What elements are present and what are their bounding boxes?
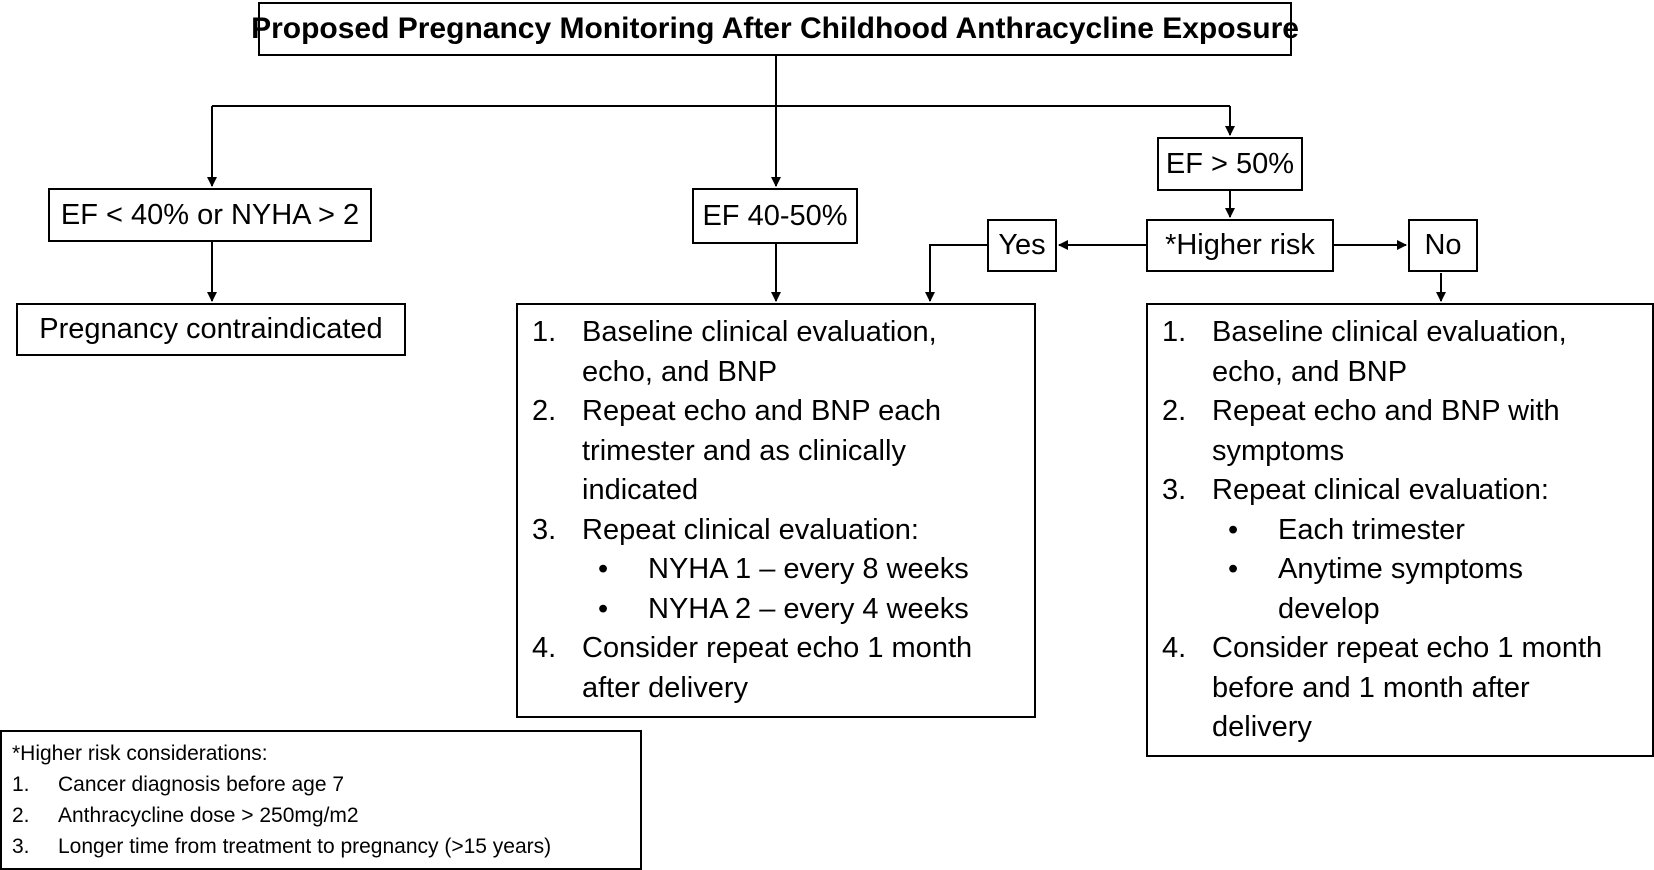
high-ef-node: EF > 50% <box>1157 137 1303 191</box>
arrow-yes-to-mid-plan <box>930 245 987 301</box>
bullet-icon: • <box>598 592 609 625</box>
sub-list-item: • NYHA 2 – every 4 weeks <box>532 590 1022 630</box>
bullet-icon: • <box>1228 513 1239 546</box>
list-item: 1. Baseline clinical evaluation, echo, and BNP <box>532 316 937 388</box>
sub-list-item: • NYHA 1 – every 8 weeks <box>532 550 1022 590</box>
sub-list-item: • Anytime symptoms develop <box>1162 550 1640 629</box>
diagram-title: Proposed Pregnancy Monitoring After Childhood Anthracycline Exposure <box>258 2 1292 56</box>
higher-risk-node: *Higher risk <box>1146 219 1334 272</box>
list-item: 4. Consider repeat echo 1 month before and 1 month after delivery <box>1162 632 1603 743</box>
legend-item: 3. Longer time from treatment to pregnancy (>15 years) <box>12 835 552 858</box>
high-ef-monitoring-plan <box>1146 303 1654 757</box>
no-node: No <box>1408 219 1478 272</box>
list-item: 2. Repeat echo and BNP each trimester and as clinically indicated <box>532 395 942 506</box>
legend-item: 2. Anthracycline dose > 250mg/m2 <box>12 804 359 827</box>
sub-list-item: • Each trimester <box>1162 511 1640 551</box>
higher-risk-legend <box>0 730 642 870</box>
bullet-icon: • <box>1228 553 1239 585</box>
list-item: 3. Repeat clinical evaluation: <box>532 513 919 546</box>
low-ef-node: EF < 40% or NYHA > 2 <box>48 188 372 242</box>
legend-heading: *Higher risk considerations: <box>12 742 268 765</box>
mid-ef-monitoring-plan <box>516 303 1036 718</box>
bullet-icon: • <box>598 553 609 585</box>
mid-ef-node: EF 40-50% <box>692 188 858 244</box>
contraindicated-node: Pregnancy contraindicated <box>16 303 406 356</box>
list-item: 4. Consider repeat echo 1 month after delivery <box>532 632 973 704</box>
legend-item: 1. Cancer diagnosis before age 7 <box>12 773 345 796</box>
list-item: 2. Repeat echo and BNP with symptoms <box>1162 395 1560 467</box>
list-item: 1. Baseline clinical evaluation, echo, and BNP <box>1162 316 1567 388</box>
list-item: 3. Repeat clinical evaluation: <box>1162 474 1549 506</box>
yes-node: Yes <box>987 219 1057 272</box>
